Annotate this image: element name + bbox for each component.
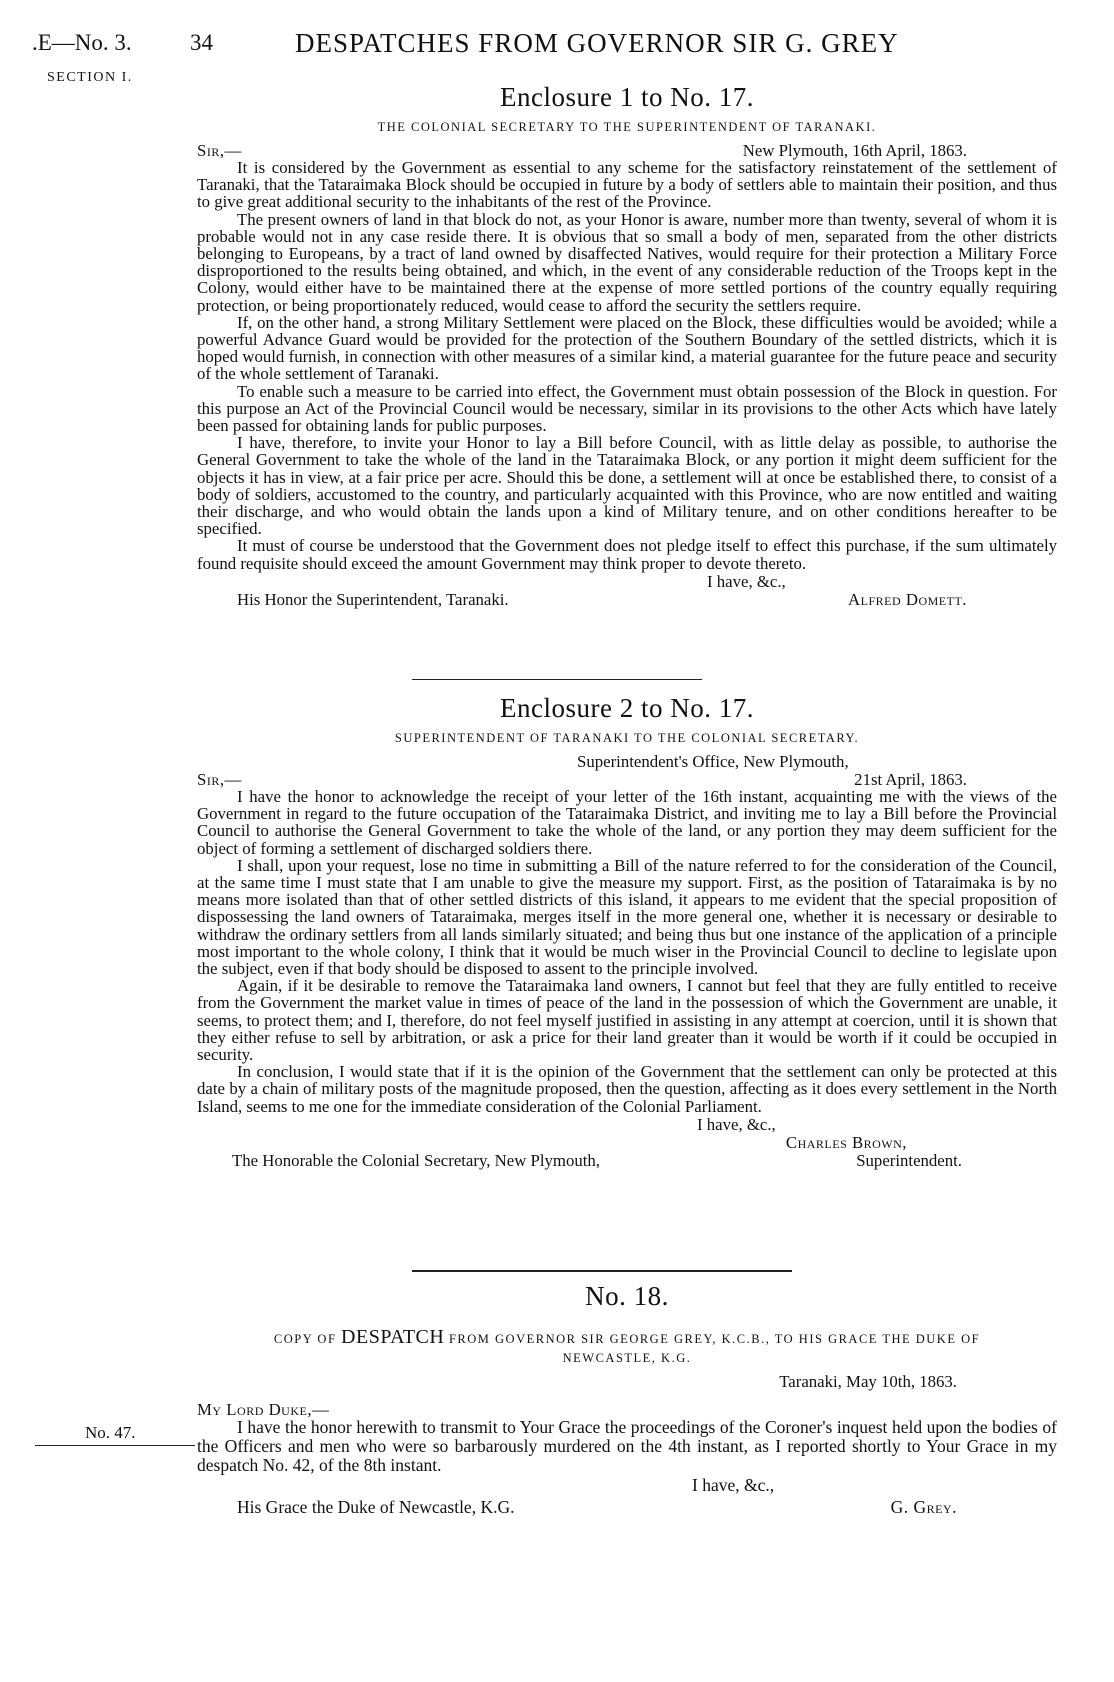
enclosure-1-subtitle: THE COLONIAL SECRETARY TO THE SUPERINTENDENT OF TARANAKI. <box>377 120 877 134</box>
place-date: Taranaki, May 10th, 1863. <box>779 1372 957 1391</box>
signature-title: Superintendent. <box>856 1150 962 1170</box>
date: 21st April, 1863. <box>854 770 967 789</box>
paragraph: If, on the other hand, a strong Military Settlement were placed on the Block, these difficulties would be avoided; while a powerful Advance Guard would be provided for the protection of the Southern Boundary of the settled districts, which it is hoped would furnish, in connection with other measures of a similar kind, a material guarantee for the future peace and security of the whole settlement of Taranaki. <box>197 312 1057 384</box>
paragraph: I shall, upon your request, lose no time in submitting a Bill of the nature referred to for the consideration of the Council, at the same time I must state that I am unable to give the measure my support. First, as the position of Tataraimaka is by no means more isolated than that of other settled districts of this island, it appears to me evident that the special proposition of dispossessing the land owners of Tataraimaka, merges itself in the more general one, whether it is necessary or desirable to withdraw the ordinary settlers from all lands similarly situated; and being thus but one instance of the application of a principle most important to the whole colony, I think that it would be much wiser in the Provincial Council to decline to legislate upon the subject, even if that body should be disposed to assent to the principle involved. <box>197 855 1057 979</box>
paragraph: To enable such a measure to be carried into effect, the Government must obtain possession of the Block in question. For this purpose an Act of the Provincial Council would be necessary, similar in its provisions to the other Acts which have lately been passed for obtaining lands for public purposes. <box>197 381 1057 436</box>
no-18 <box>197 1281 1057 1519</box>
salutation-row <box>197 141 1057 159</box>
enclosure-2-subtitle: SUPERINTENDENT OF TARANAKI TO THE COLONIAL SECRETARY. <box>394 731 860 745</box>
enclosure-2-title: Enclosure 2 to No. 17. <box>500 693 754 723</box>
office: Superintendent's Office, New Plymouth, <box>577 752 849 771</box>
salutation-row <box>197 770 1057 788</box>
signature: G. Grey. <box>890 1497 957 1517</box>
salutation: Sir,— <box>197 770 242 789</box>
enclosure-2 <box>197 693 1057 1169</box>
series-number: .E—No. 3. <box>32 30 132 55</box>
signature-name: Charles Brown, <box>785 1132 907 1152</box>
margin-rule <box>35 1445 195 1446</box>
addressee-row <box>197 1497 1057 1519</box>
paragraph: I have the honor to acknowledge the receipt of your letter of the 16th instant, acquainting me with the views of the Government in regard to the future occupation of the Tataraimaka District, and inviting me to lay a Bill before the Provincial Council to authorise the General Government to take the whole of the land, or any portion they may deem sufficient for the object of forming a settlement of discharged soldiers there. <box>197 787 1057 858</box>
paragraph: I have the honor herewith to transmit to Your Grace the proceedings of the Coroner's inquest held upon the bodies of the Officers and men who were so barbarously murdered on the 4th instant, as I reported shortly to Your Grace in my despatch No. 42, of the 8th instant. <box>197 1417 1057 1475</box>
closing-row <box>197 1115 1057 1133</box>
paragraph: I have, therefore, to invite your Honor to lay a Bill before Council, with as little delay as possible, to authorise the General Government to take the whole of the land in the Tataraimaka Block, or any portion it might deem sufficient for the objects it has in view, at a fair price per acre. Should this be done, a settlement will at once be established there, to consist of a body of soldiers, accustomed to the country, and particularly acquainted with this Province, who are now entitled and waiting their discharge, and who would obtain the lands upon a kind of Military tenure, and on other conditions hereafter to be specified. <box>197 433 1057 539</box>
divider <box>412 679 702 680</box>
page-title: DESPATCHES FROM GOVERNOR SIR G. GREY <box>295 28 899 58</box>
addressee: His Grace the Duke of Newcastle, K.G. <box>237 1497 515 1517</box>
no-18-title: No. 18. <box>585 1281 669 1311</box>
closing: I have, &c., <box>692 1475 775 1495</box>
paragraph: Again, if it be desirable to remove the Tataraimaka land owners, I cannot but feel that they are fully entitled to receive from the Government the market value in times of peace of the land in the possession of which the Government are unable, it seems, to protect them; and I, therefore, do not feel myself justified in assisting in any attempt at coercion, until it is shown that they either refuse to sell by arbitration, or ask a price for their land greater than it would be worth if it could be occupied in security. <box>197 976 1057 1065</box>
closing-row <box>197 1475 1057 1497</box>
place-date: New Plymouth, 16th April, 1863. <box>742 141 967 160</box>
paragraph: The present owners of land in that block do not, as your Honor is aware, number more than twenty, several of whom it is probable would not in any case reside there. It is obvious that so small a body of men, separated from the other districts belonging to Europeans, by a tract of land owned by disaffected Natives, would require for their protection a Military Force disproportioned to the results being obtained, and which, in the event of any considerable reduction of the Troops kept in the Colony, would either have to be maintained there at the expense of more settled portions of the country equally requiring protection, or being proportionately reduced, would cease to afford the security the settlers require. <box>197 209 1057 315</box>
closing: I have, &c., <box>707 571 786 591</box>
signature-row <box>197 1133 1057 1151</box>
addressee: His Honor the Superintendent, Taranaki. <box>237 589 509 609</box>
margin-note: No. 47. <box>85 1423 136 1442</box>
divider <box>412 1270 792 1272</box>
paragraph: In conclusion, I would state that if it is the opinion of the Government that the settlement can only be protected at this date by a chain of military posts of the magnitude proposed, then the question, affecting as it does every settlement in the North Island, seems to me one for the immediate consideration of the Colonial Parliament. <box>197 1062 1057 1116</box>
closing-row <box>197 572 1057 590</box>
paragraph: It must of course be understood that the Government does not pledge itself to effect this purchase, if the sum ultimately found requisite should exceed the amount Government may think proper to devote thereto. <box>197 536 1057 573</box>
closing: I have, &c., <box>697 1114 776 1134</box>
enclosure-1-title: Enclosure 1 to No. 17. <box>500 82 754 112</box>
despatch-heading <box>197 1326 1057 1349</box>
addressee-row <box>197 1151 1057 1169</box>
place-date-row <box>197 1372 1057 1390</box>
paragraph: It is considered by the Government as essential to any scheme for the satisfactory reinstatement of the settlement of Taranaki, that the Tataraimaka Block should be occupied in future by a body of settlers able to maintain their position, and thus to give great additional security to the inhabitants of the rest of the Province. <box>197 158 1057 212</box>
heading-despatch: DESPATCH <box>341 1326 445 1348</box>
salutation: Sir,— <box>197 141 242 160</box>
salutation: My Lord Duke,— <box>197 1400 330 1419</box>
heading-post: FROM GOVERNOR SIR GEORGE GREY, K.C.B., TO HIS GRACE THE DUKE OF <box>448 1332 981 1346</box>
heading-line-2: NEWCASTLE, K.G. <box>562 1351 692 1365</box>
signature: Alfred Domett. <box>848 589 967 609</box>
addressee: The Honorable the Colonial Secretary, New Plymouth, <box>232 1150 601 1170</box>
salutation-row <box>197 1400 1057 1418</box>
section-label: SECTION I. <box>47 70 133 85</box>
heading-pre: COPY OF <box>273 1332 337 1346</box>
office-row <box>197 752 1057 770</box>
page-number: 34 <box>190 30 213 55</box>
enclosure-1 <box>197 82 1057 608</box>
addressee-row <box>197 590 1057 608</box>
